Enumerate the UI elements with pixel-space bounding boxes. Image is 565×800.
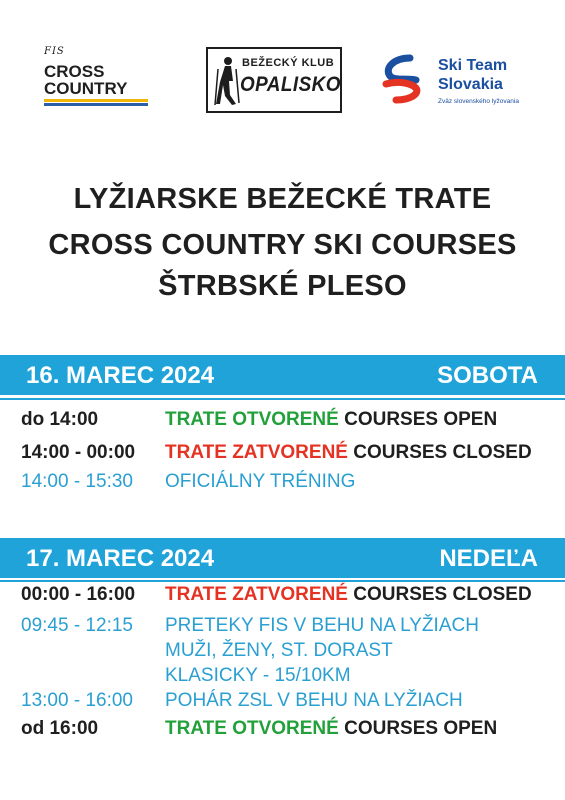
row-time: od 16:00 xyxy=(21,718,99,739)
fis-logo-text xyxy=(44,63,154,97)
row-text-line-2: MUŽI, ŽENY, ST. DORAST xyxy=(165,640,393,661)
day-date: 17. MAREC 2024 xyxy=(26,545,215,572)
title-line-2: CROSS COUNTRY SKI COURSES xyxy=(48,229,517,261)
row-text-line-3: KLASICKY - 15/10KM xyxy=(165,665,351,686)
ski-team-logo-line2: Slovakia xyxy=(438,76,503,93)
ski-team-logo-subtitle: Zväz slovenského lyžovania xyxy=(438,98,519,105)
day-header-saturday xyxy=(0,355,565,395)
club-logo-line1: BEŽECKÝ KLUB xyxy=(242,57,335,69)
row-description xyxy=(165,584,532,606)
fis-mark-text: FIS xyxy=(44,46,65,57)
row-description xyxy=(165,442,532,464)
club-logo-line2: OPALISKO xyxy=(240,73,341,96)
ski-team-slovakia-logo xyxy=(380,52,540,112)
row-text: POHÁR ZSL V BEHU NA LYŽIACH xyxy=(165,690,463,711)
row-text: COURSES CLOSED xyxy=(353,442,532,463)
fis-yellow-stripe xyxy=(44,99,148,102)
ski-team-swoosh-icon xyxy=(380,54,430,104)
ski-team-logo-name xyxy=(438,56,507,94)
day-weekday: NEDEĽA xyxy=(439,545,538,572)
divider-line xyxy=(0,398,565,400)
status-closed: TRATE ZATVORENÉ xyxy=(165,442,348,463)
title-line-3: ŠTRBSKÉ PLESO xyxy=(158,270,407,302)
row-time: 13:00 - 16:00 xyxy=(21,690,133,711)
status-open: TRATE OTVORENÉ xyxy=(165,718,339,739)
status-open: TRATE OTVORENÉ xyxy=(165,409,339,430)
row-text-line-1: PRETEKY FIS V BEHU NA LYŽIACH xyxy=(165,615,479,636)
divider-line xyxy=(0,580,565,582)
ski-team-logo-line1: Ski Team xyxy=(438,57,508,74)
fis-logo-line2: COUNTRY xyxy=(44,79,128,98)
title-line-1: LYŽIARSKE BEŽECKÉ TRATE xyxy=(73,183,492,215)
row-time: do 14:00 xyxy=(21,409,99,430)
bezecky-klub-opalisko-logo xyxy=(206,47,342,113)
row-text: OFICIÁLNY TRÉNING xyxy=(165,471,356,492)
fis-blue-stripe xyxy=(44,103,148,106)
row-time: 00:00 - 16:00 xyxy=(21,584,136,605)
day-date: 16. MAREC 2024 xyxy=(26,362,215,389)
row-text: COURSES CLOSED xyxy=(353,584,532,605)
row-description xyxy=(165,409,497,431)
fis-cross-country-logo xyxy=(44,46,154,118)
row-time: 09:45 - 12:15 xyxy=(21,615,133,636)
row-time: 14:00 - 15:30 xyxy=(21,471,133,492)
row-text: COURSES OPEN xyxy=(344,718,498,739)
day-weekday: SOBOTA xyxy=(437,362,538,389)
status-closed: TRATE ZATVORENÉ xyxy=(165,584,348,605)
row-description xyxy=(165,718,497,740)
fis-logo-line1: CROSS xyxy=(44,62,105,81)
skier-icon xyxy=(214,55,240,107)
row-text: COURSES OPEN xyxy=(344,409,498,430)
day-header-sunday xyxy=(0,538,565,578)
fis-mark xyxy=(44,46,154,57)
row-time: 14:00 - 00:00 xyxy=(21,442,136,463)
